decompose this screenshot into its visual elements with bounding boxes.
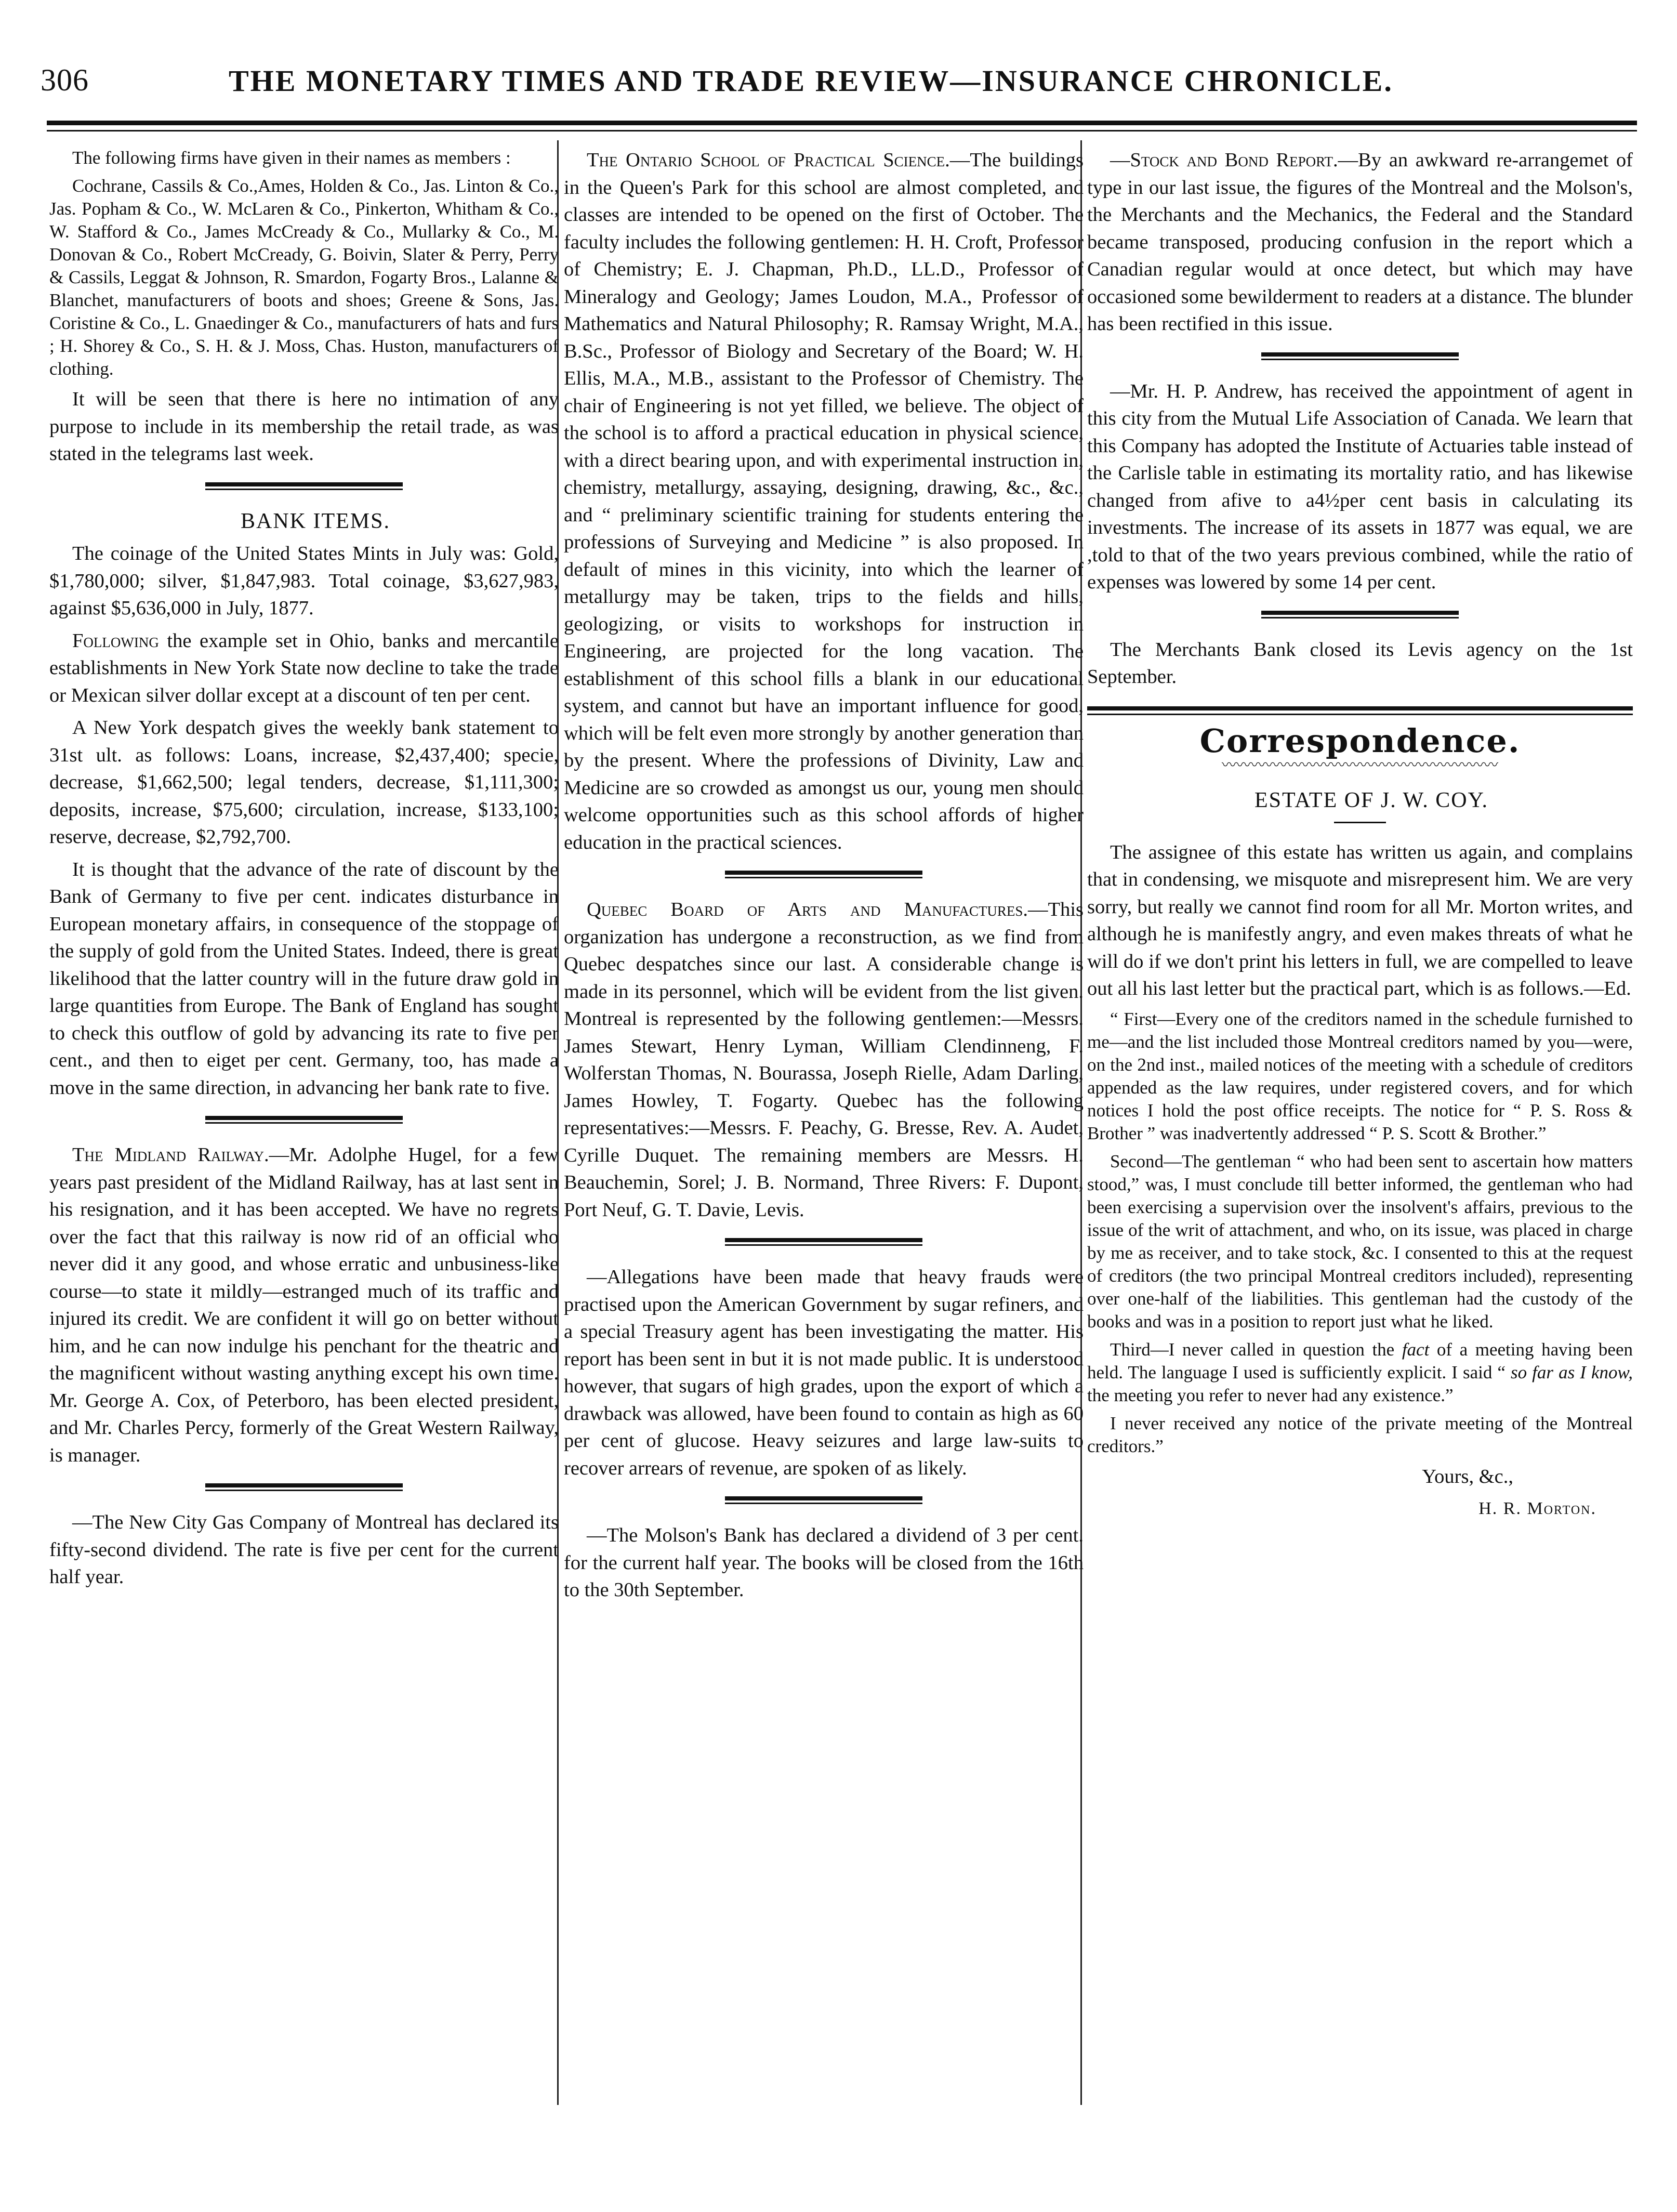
- quebec-board-item: Quebec Board of Arts and Manufactures.—This organization has undergone a reconstruction, as we find from Quebec despatches since our last. A considerable change is made in its personnel, which will be evident from the list given. Montreal is represented by the following gentlemen:—Messrs. James Stewart, Henry Lyman, William Clendinneng, F. Wolferstan Thomas, N. Bourassa, Joseph Rielle, Adam Darling, James Howley, T. Fogarty. Quebec has the following representatives:—Messrs. F. Peachy, G. Bresse, Rev. A. Audet, Cyrille Duquet. The remaining members are Messrs. H. Beauchemin, Sorel; J. B. Normand, Three Rivers: F. Dupont, Port Neuf, G. T. Davie, Levis.: [564, 899, 1084, 1221]
- andrew-appointment-item: —Mr. H. P. Andrew, has received the appointment of agent in this city from the Mutual Life Association of Canada. We learn that this Company has adopted the Institute of Actuaries table instead of the Carlisle table in estimating its mortality ratio, and has likewise changed from afive to a4½per cent basis in calculating its investments. The increase of its assets in 1877 was equal, we are ,told to that of the two years previous combined, while the ratio of expenses was lowered by some 14 per cent.: [1087, 380, 1633, 593]
- letter-signer: H. R. Morton.: [1478, 1499, 1596, 1518]
- molsons-bank-item: —The Molson's Bank has declared a dividend of 3 per cent. for the current half year. The books will be closed from the 16th to the 30th September.: [564, 1524, 1084, 1601]
- sugar-frauds-item: —Allegations have been made that heavy frauds were practised upon the American Government by sugar refiners, and a special Treasury agent has been investigating the matter. His report has been sent in but it is not made public. It is understood however, that sugars of high grades, upon the export of which a drawback was allowed, have been found to contain as high as 60 per cent of glucose. Heavy seizures and large law-suits to recover arrears of revenue, are spoken of as likely.: [564, 1266, 1084, 1479]
- letter-second: Second—The gentleman “ who had been sent to ascertain how matters stood,” was, I must conclude till better informed, the gentleman who had been exercising a supervision over the insolvent's affairs, previous to the issue of the writ of attachment, and who, on its issue, was placed in charge by me as receiver, and to take stock, &c. I consented to this at the request of creditors (the two principal Montreal creditors included), representing over one-half of the liabilities. This gentleman had the custody of the books and was in a position to report just what he liked.: [1087, 1151, 1633, 1332]
- letter-signoff: Yours, &c.,: [1422, 1465, 1513, 1487]
- letter-private-meeting: I never received any notice of the private meeting of the Montreal creditors.”: [1087, 1413, 1633, 1456]
- bank-items-heading: BANK ITEMS.: [240, 509, 390, 533]
- bank-item-coinage: The coinage of the United States Mints in July was: Gold, $1,780,000; silver, $1,847,983. Total coinage, $3,627,983, against $5,636,000 in July, 1877.: [49, 543, 559, 619]
- members-note: It will be seen that there is here no intimation of any purpose to include in its membership the retail trade, as was stated in the telegrams last week.: [49, 388, 559, 465]
- separator-rule: [205, 1116, 403, 1124]
- masthead-title: THE MONETARY TIMES AND TRADE REVIEW—INSURANCE CHRONICLE.: [229, 64, 1393, 98]
- letter-third: Third—I never called in question the fact of a meeting having been held. The language I used is sufficiently explicit. I said “ so far as I know, the meeting you refer to never had any existence.”: [1087, 1339, 1633, 1405]
- bank-item-new-york-statement: A New York despatch gives the weekly bank statement to 31st ult. as follows: Loans, increase, $2,437,400; specie, decrease, $1,662,500; legal tenders, decrease, $1,111,300; deposits, increase, $75,600; circulation, increase, $133,100; reserve, decrease, $2,792,700.: [49, 717, 559, 848]
- bank-item-lead: Following: [72, 629, 159, 652]
- merchants-bank-item: The Merchants Bank closed its Levis agency on the 1st September.: [1087, 638, 1633, 688]
- column-3: [1087, 147, 1633, 1528]
- separator-rule: [205, 482, 403, 490]
- column-1: [49, 147, 559, 1596]
- letter-first: “ First—Every one of the creditors named in the schedule furnished to me—and the list included those Montreal creditors named by you—were, on the 2nd inst., mailed notices of the meeting with a schedule of creditors appended as the law requires, under registered covers, and for which notices I hold the post office receipts. The notice for “ P. S. Ross & Brother ” was inadvertently addressed “ P. S. Scott & Brother.”: [1087, 1008, 1633, 1143]
- separator-rule: [725, 1238, 922, 1246]
- estate-heading: ESTATE OF J. W. COY.: [1254, 788, 1489, 812]
- separator-rule: [725, 1496, 922, 1504]
- midland-railway-item: The Midland Railway.—Mr. Adolphe Hugel, for a few years past president of the Midland Railway, has at last sent in his resignation, and it has been accepted. We have no regrets over the fact that this railway is now rid of an official who never did it any good, and whose erratic and unbusiness-like course—to state it mildly—estranged much of its traffic and injured its credit. We are confident it will go on better without him, and he can now indulge his penchant for the theatric and the magnificent without wasting anything except his own time. Mr. George A. Cox, of Peterboro, has been elected president, and Mr. Charles Percy, formerly of the Great Western Railway, is manager.: [49, 1144, 559, 1466]
- masthead-rule-thick: [47, 121, 1637, 125]
- bank-item-germany: It is thought that the advance of the rate of discount by the Bank of Germany to five per cent. indicates disturbance in European monetary affairs, in consequence of the stoppage of the supply of gold from the United States. Indeed, there is great likelihood that the latter country will in the future draw gold in large quantities from Europe. The Bank of England has sought to check this outflow of gold by advancing its rate to five per cent., and then to eiget per cent. Germany, too, has made a move in the same direction, in advancing her bank rate to five.: [49, 858, 559, 1099]
- estate-intro: The assignee of this estate has written us again, and complains that in condensing, we misquote and misrepresent him. We are very sorry, but really we cannot find room for all Mr. Morton writes, and although he is manifestly angry, and even makes threats of what he will do if we don't print his letters in full, we are compelled to leave out all his last letter but the practical part, which is as follows.—Ed.: [1087, 841, 1633, 999]
- wavy-rule: 〰〰〰〰〰〰〰〰〰〰〰〰〰〰〰〰〰〰〰: [1221, 760, 1498, 771]
- stock-bond-report-item: —Stock and Bond Report.—By an awkward re-arrangemet of type in our last issue, the figures of the Montreal and the Molson's, the Merchants and the Mechanics, the Federal and the Standard became transposed, producing confusion in the report which a Canadian regular would at once detect, but which may have occasioned some bewilderment to readers at a distance. The blunder has been rectified in this issue.: [1087, 149, 1633, 335]
- masthead-rule-thin: [47, 130, 1637, 131]
- section-rule: [1087, 706, 1633, 715]
- short-rule: [1334, 822, 1386, 823]
- members-list: Cochrane, Cassils & Co.,Ames, Holden & Co., Jas. Linton & Co., Jas. Popham & Co., W. McLaren & Co., Pinkerton, Whitham & Co., W. Stafford & Co., James McCready & Co., Mullarky & Co., M. Donovan & Co., Robert McCready, G. Boivin, Slater & Perry, Perry & Cassils, Leggat & Johnson, R. Smardon, Fogarty Bros., Lalanne & Blanchet, manufacturers of boots and shoes; Greene & Sons, Jas. Coristine & Co., L. Gnaedinger & Co., manufacturers of hats and furs ; H. Shorey & Co., S. H. & J. Moss, Chas. Huston, manufacturers of clothing.: [49, 176, 559, 379]
- page-number: 306: [41, 63, 89, 97]
- midland-railway-lead: The Midland Railway.: [72, 1144, 269, 1166]
- gas-company-item: —The New City Gas Company of Montreal has declared its fifty-second dividend. The rate is five per cent for the current half year.: [49, 1511, 559, 1588]
- column-2: [564, 147, 1084, 1609]
- quebec-board-lead: Quebec Board of Arts and Manufactures.: [587, 899, 1028, 920]
- separator-rule: [1261, 352, 1459, 360]
- bank-item-silver-dollar: Following the example set in Ohio, banks and mercantile establishments in New York State now decline to take the trade or Mexican silver dollar except at a discount of ten per cent.: [49, 629, 559, 706]
- members-intro: The following firms have given in their names as members :: [72, 148, 511, 168]
- ontario-school-lead: The Ontario School of Practical Science.: [587, 149, 950, 171]
- ontario-school-item: The Ontario School of Practical Science.—The buildings in the Queen's Park for this school are almost completed, and classes are intended to be opened on the first of October. The faculty includes the following gentlemen: H. H. Croft, Professor of Chemistry; E. J. Chapman, Ph.D., LL.D., Professor of Mineralogy and Geology; James Loudon, M.A., Professor of Mathematics and Natural Philosophy; R. Ramsay Wright, M.A., B.Sc., Professor of Biology and Secretary of the Board; W. H. Ellis, M.A., M.B., assistant to the Professor of Chemistry. The chair of Engineering is not yet filled, we believe. The object of the school is to afford a practical education in physical science, with a direct bearing upon, and with experimental instruction in, chemistry, metallurgy, assaying, designing, drawing, &c., &c., and “ preliminary scientific training for students entering the professions of Surveying and Medicine ” is also proposed. In default of mines in this vicinity, into which the learner of metallurgy may be taken, trips to the fields and hills, geologizing, or visits to workshops for instruction in Engineering, are projected for the long vacation. The establishment of this school fills a blank in our educational system, and cannot but have an important influence for good, which will be felt even more strongly by another generation than by the present. Where the professions of Divinity, Law and Medicine are so crowded as amongst us our, young men should welcome opportunities such as this school affords of higher education in the practical sciences.: [564, 149, 1084, 853]
- stock-bond-report-lead: —Stock and Bond Report.: [1110, 149, 1338, 171]
- correspondence-heading: Correspondence.: [1199, 721, 1521, 760]
- separator-rule: [1261, 611, 1459, 618]
- separator-rule: [205, 1483, 403, 1491]
- separator-rule: [725, 871, 922, 878]
